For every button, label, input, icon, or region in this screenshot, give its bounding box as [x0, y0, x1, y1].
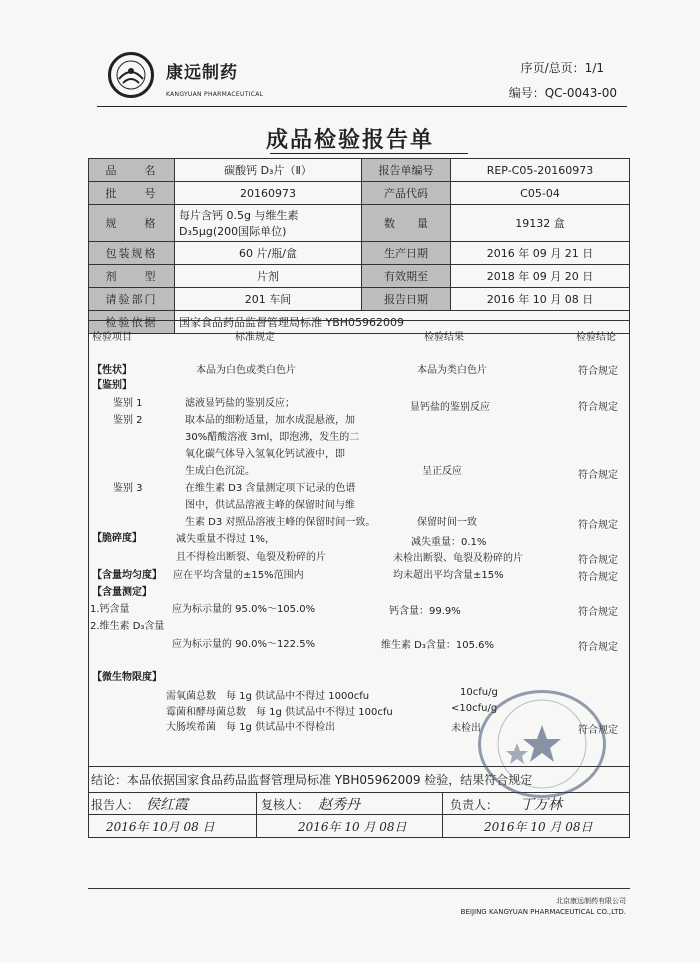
basis-value: 国家食品药品监督管理局标准 YBH05962009	[175, 311, 630, 334]
spec-value: 每片含钙 0.5g 与维生素 D₃5μg(200国际单位)	[175, 205, 362, 242]
reviewer-signature: 赵秀丹	[318, 797, 360, 813]
character-result: 本品为类白色片	[417, 365, 487, 376]
uniformity-label: 【含量均匀度】	[92, 570, 162, 581]
quantity-value: 19132 盒	[451, 205, 630, 242]
ident1-conclusion: 符合规定	[578, 402, 618, 413]
product-code-label: 产品代码	[362, 182, 451, 205]
ident2-standard-line4: 生成白色沉淀。	[185, 466, 255, 477]
title-underline	[270, 153, 468, 154]
ident2-conclusion: 符合规定	[578, 470, 618, 481]
basis-label: 检验依据	[89, 311, 175, 334]
ident2-result: 呈正反应	[422, 466, 462, 477]
dosage-form-label: 剂 型	[89, 265, 175, 288]
character-label: 【性状】	[92, 365, 132, 376]
manager-signature: 丁万林	[520, 797, 562, 813]
signature-divider-2	[442, 792, 443, 838]
page-info: 序页/总页：1/1	[520, 61, 604, 75]
ident3-result: 保留时间一致	[417, 517, 477, 528]
assay2-standard: 应为标示量的 90.0%～122.5%	[172, 639, 316, 650]
reviewer-date: 2016年 10 月 08日	[298, 820, 407, 834]
ident1-standard: 滤液显钙盐的鉴别反应；	[185, 398, 295, 409]
reviewer-label: 复核人：	[261, 798, 310, 812]
department-value: 201 车间	[175, 288, 362, 311]
ident3-standard-line1: 在维生素 D3 含量测定项下记录的色谱	[185, 483, 356, 494]
package-value: 60 片/瓶/盒	[175, 242, 362, 265]
report-date-value: 2016 年 10 月 08 日	[451, 288, 630, 311]
ident1-label: 鉴别 1	[113, 398, 143, 409]
friability-label: 【脆碎度】	[92, 533, 142, 544]
col-header-result: 检验结果	[424, 332, 464, 343]
assay1-label: 1.钙含量	[90, 604, 130, 615]
product-code-value: C05-04	[451, 182, 630, 205]
batch-label: 批 号	[89, 182, 175, 205]
ident3-conclusion: 符合规定	[578, 520, 618, 531]
friability-standard-line1: 减失重量不得过 1%，	[176, 534, 276, 545]
document-number: 编号：QC-0043-00	[508, 86, 617, 100]
dosage-form-value: 片剂	[175, 265, 362, 288]
company-logo	[108, 52, 154, 98]
product-name-value: 碳酸钙 D₃片（Ⅱ）	[175, 159, 362, 182]
friability-result-line1: 减失重量：0.1%	[411, 537, 487, 548]
conclusion-text: 结论：本品依据国家食品药品监督管理局标准 YBH05962009 检验，结果符合规定	[91, 773, 533, 787]
micro3-result: 未检出	[451, 723, 481, 734]
ident2-standard-line2: 30%醋酸溶液 3ml，即泡沸，发生的二	[185, 432, 360, 443]
character-standard: 本品为白色或类白色片	[196, 365, 296, 376]
ident3-standard-line2: 图中，供试品溶液主峰的保留时间与维	[185, 500, 355, 511]
product-name-label: 品 名	[89, 159, 175, 182]
friability-conclusion: 符合规定	[578, 555, 618, 566]
col-header-conclusion: 检验结论	[576, 332, 616, 343]
expiry-value: 2018 年 09 月 20 日	[451, 265, 630, 288]
manager-label: 负责人：	[450, 798, 499, 812]
uniformity-standard: 应在平均含量的±15%范围内	[173, 570, 304, 581]
identification-label: 【鉴别】	[92, 380, 132, 391]
uniformity-conclusion: 符合规定	[578, 572, 618, 583]
assay2-label: 2.维生素 D₃含量	[90, 621, 165, 632]
footer-company-en: BEIJING KANGYUAN PHARMACEUTICAL CO.,LTD.	[460, 908, 626, 916]
spec-label: 规 格	[89, 205, 175, 242]
signature-divider-mid	[88, 814, 630, 815]
report-no-value: REP-C05-20160973	[451, 159, 630, 182]
product-info-table	[88, 158, 630, 334]
report-no-label: 报告单编号	[362, 159, 451, 182]
micro2-result: <10cfu/g	[451, 703, 498, 714]
character-conclusion: 符合规定	[578, 366, 618, 377]
report-date-label: 报告日期	[362, 288, 451, 311]
company-name-en: KANGYUAN PHARMACEUTICAL	[166, 91, 264, 98]
micro2-standard: 霉菌和酵母菌总数 每 1g 供试品中不得过 100cfu	[166, 707, 393, 718]
production-date-label: 生产日期	[362, 242, 451, 265]
assay2-result: 维生素 D₃含量：105.6%	[381, 640, 495, 651]
package-label: 包装规格	[89, 242, 175, 265]
assay1-standard: 应为标示量的 95.0%～105.0%	[172, 604, 316, 615]
assay2-conclusion: 符合规定	[578, 642, 618, 653]
ident2-label: 鉴别 2	[113, 415, 143, 426]
ident2-standard-line1: 取本品的细粉适量，加水成混悬液，加	[185, 415, 355, 426]
col-header-standard: 标准规定	[235, 332, 275, 343]
production-date-value: 2016 年 09 月 21 日	[451, 242, 630, 265]
quantity-label: 数 量	[362, 205, 451, 242]
micro1-result: 10cfu/g	[460, 687, 498, 698]
reporter-date: 2016年 10月 08 日	[106, 820, 215, 834]
company-name-cn: 康远制药	[166, 63, 238, 83]
manager-date: 2016年 10 月 08日	[484, 820, 593, 834]
department-label: 请验部门	[89, 288, 175, 311]
reporter-label: 报告人：	[91, 798, 140, 812]
friability-standard-line2: 且不得检出断裂、龟裂及粉碎的片	[176, 552, 326, 563]
microbial-label: 【微生物限度】	[92, 672, 162, 683]
micro-conclusion: 符合规定	[578, 725, 618, 736]
ident3-label: 鉴别 3	[113, 483, 143, 494]
signature-divider-1	[256, 792, 257, 838]
header-divider	[97, 106, 627, 107]
ident1-result: 显钙盐的鉴别反应	[410, 402, 490, 413]
assay1-result: 钙含量：99.9%	[389, 606, 461, 617]
micro3-standard: 大肠埃希菌 每 1g 供试品中不得检出	[166, 722, 336, 733]
expiry-label: 有效期至	[362, 265, 451, 288]
assay1-conclusion: 符合规定	[578, 607, 618, 618]
col-header-item: 检验项目	[92, 332, 132, 343]
footer-divider	[88, 888, 630, 889]
company-seal	[478, 690, 606, 798]
assay-label: 【含量测定】	[92, 587, 152, 598]
footer-company-cn: 北京康远制药有限公司	[556, 897, 626, 905]
uniformity-result: 均未超出平均含量±15%	[393, 570, 504, 581]
friability-result-line2: 未检出断裂、龟裂及粉碎的片	[393, 553, 523, 564]
batch-value: 20160973	[175, 182, 362, 205]
ident3-standard-line3: 生素 D3 对照品溶液主峰的保留时间一致。	[185, 517, 376, 528]
report-title: 成品检验报告单	[265, 128, 434, 153]
reporter-signature: 侯红霞	[146, 797, 188, 813]
ident2-standard-line3: 氧化碳气体导入氢氧化钙试液中，即	[185, 449, 345, 460]
micro1-standard: 需氧菌总数 每 1g 供试品中不得过 1000cfu	[166, 691, 370, 702]
